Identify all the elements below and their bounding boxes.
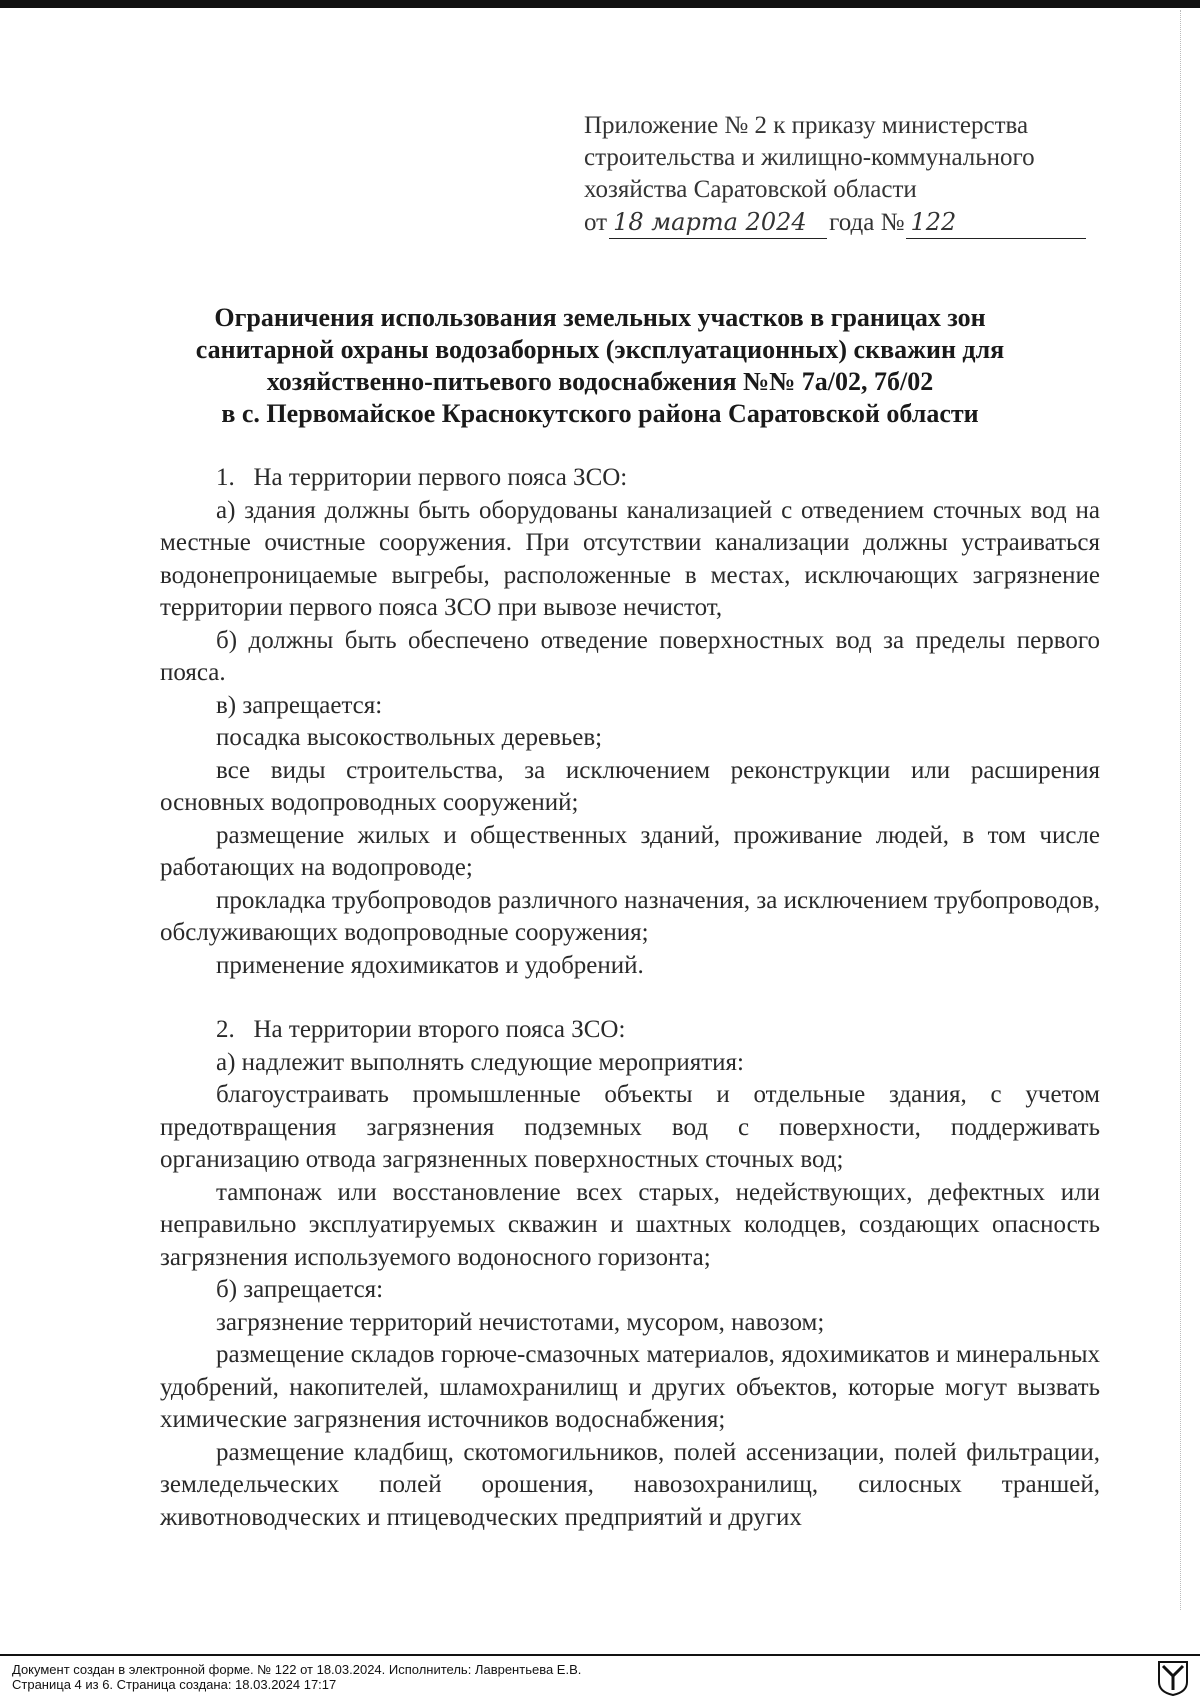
appendix-line: Приложение № 2 к приказу министерства xyxy=(584,112,1029,139)
appendix-line: хозяйства Саратовской области xyxy=(584,176,917,203)
list-item: посадка высокоствольных деревьев; xyxy=(216,724,603,751)
list-item: размещение складов горюче-смазочных материалов, ядохимикатов и минеральных удобрений, накопителей, шламохранилищ и других объектов, которые могут вызвать химические загрязнения источников водоснабжения; xyxy=(160,1341,1100,1433)
paragraph: а) здания должны быть оборудованы канализацией с отведением сточных вод на местные очистные сооружения. При отсутствии канализации должны устраиваться водонепроницаемые выгребы, расположенные в местах, исключающих загрязнение территории первого пояса ЗСО при вывозе нечистот, xyxy=(160,496,1100,621)
paragraph: б) должны быть обеспечено отведение поверхностных вод за пределы первого пояса. xyxy=(160,626,1100,686)
footer-line: Документ создан в электронной форме. № 122 от 18.03.2024. Исполнитель: Лаврентьева Е.В. xyxy=(12,1662,582,1677)
document-body xyxy=(160,462,1100,1534)
list-item: размещение кладбищ, скотомогильников, полей ассенизации, полей фильтрации, земледельческих полей орошения, навозохранилищ, силосных траншей, животноводческих и птицеводческих предприятий и других xyxy=(160,1438,1100,1531)
section-heading: 2. На территории второго пояса ЗСО: xyxy=(216,1016,626,1043)
paragraph: в) запрещается: xyxy=(216,691,383,719)
list-item: благоустраивать промышленные объекты и отдельные здания, с учетом предотвращения загрязнения подземных вод с поверхности, поддерживать организацию отвода загрязненных поверхностных сточных вод; xyxy=(160,1081,1100,1173)
coat-of-arms-icon xyxy=(1157,1660,1189,1696)
footer-line: Страница 4 из 6. Страница создана: 18.03.2024 17:17 xyxy=(12,1677,337,1692)
from-prefix: от xyxy=(584,209,608,236)
list-item: размещение жилых и общественных зданий, проживание людей, в том числе работающих на водопроводе; xyxy=(160,821,1100,881)
year-number-label: года № xyxy=(829,209,905,236)
scan-margin-line xyxy=(1180,10,1183,1610)
list-item: прокладка трубопроводов различного назначения, за исключением трубопроводов, обслуживающих водопроводные сооружения; xyxy=(160,886,1100,946)
document-title xyxy=(140,302,1060,430)
handwritten-date: 18 марта 2024 xyxy=(609,206,827,239)
appendix-header xyxy=(584,110,1104,239)
footer-text xyxy=(12,1662,581,1692)
appendix-line: строительства и жилищно-коммунального xyxy=(584,144,1035,171)
paragraph: а) надлежит выполнять следующие мероприятия: xyxy=(216,1048,744,1076)
list-item: применение ядохимикатов и удобрений. xyxy=(216,951,644,979)
list-item: все виды строительства, за исключением реконструкции или расширения основных водопроводных сооружений; xyxy=(160,756,1100,816)
list-item: загрязнение территорий нечистотами, мусором, навозом; xyxy=(216,1308,825,1336)
section-heading: 1. На территории первого пояса ЗСО: xyxy=(216,464,628,491)
list-item: тампонаж или восстановление всех старых, недействующих, дефектных или неправильно эксплуатируемых скважин и шахтных колодцев, создающих опасность загрязнения используемого водоносного горизонта; xyxy=(160,1178,1100,1271)
e-document-footer xyxy=(0,1654,1200,1700)
paragraph: б) запрещается: xyxy=(216,1276,384,1303)
order-date-number xyxy=(584,206,1104,239)
section-gap xyxy=(160,982,1100,1014)
handwritten-number: 122 xyxy=(906,206,1086,239)
title-line: хозяйственно-питьевого водоснабжения №№ 7а/02, 7б/02 xyxy=(266,367,934,396)
title-line: Ограничения использования земельных участков в границах зон xyxy=(214,303,986,332)
title-line: в с. Первомайское Краснокутского района Саратовской области xyxy=(221,399,979,428)
title-line: санитарной охраны водозаборных (эксплуатационных) скважин для xyxy=(195,335,1005,364)
scan-top-border xyxy=(0,0,1200,8)
